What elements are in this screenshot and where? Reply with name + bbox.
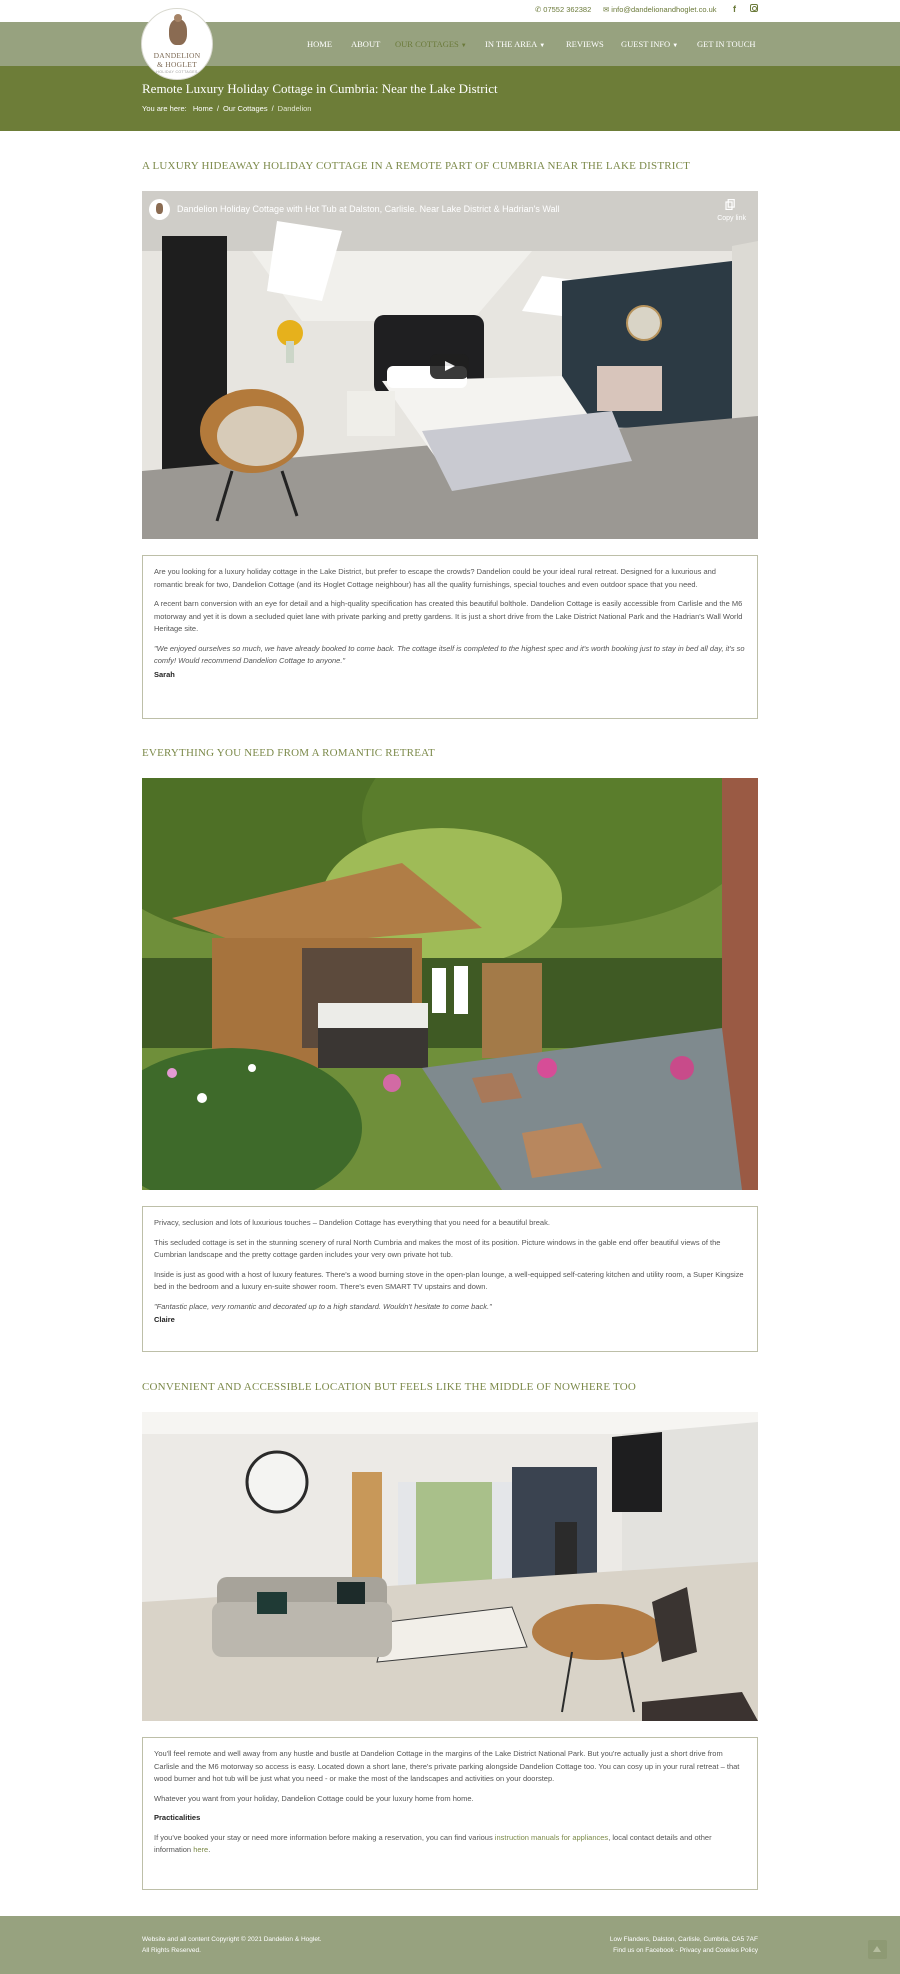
- footer-facebook-link[interactable]: Find us on Facebook: [613, 1947, 674, 1954]
- nav-get-in-touch[interactable]: GET IN TOUCH: [697, 39, 756, 49]
- top-contact-bar: [0, 0, 900, 22]
- review-quote: "We enjoyed ourselves so much, we have already booked to come back. The cottage itself is completed to the highest spec and it's worth booking just to stay in bed all day, it's so comfy! Would recommend Dandelion Cottage to anyone.": [154, 643, 745, 665]
- review-quote: "Fantastic place, very romantic and decorated up to a high standard. Wouldn't hesitate to come back.": [154, 1301, 492, 1311]
- section-heading-romantic-retreat: EVERYTHING YOU NEED FROM A ROMANTIC RETREAT: [142, 747, 435, 759]
- video-title[interactable]: Dandelion Holiday Cottage with Hot Tub at Dalston, Carlisle. Near Lake District & Hadrian's Wall: [177, 204, 560, 214]
- chevron-down-icon: ▼: [539, 43, 546, 49]
- breadcrumb-our-cottages[interactable]: Our Cottages: [222, 104, 268, 113]
- intro-text-box: [142, 555, 758, 719]
- practicalities-heading: Practicalities: [154, 1813, 201, 1822]
- review-author: Claire: [154, 1315, 175, 1324]
- footer-links: [613, 1947, 758, 1954]
- back-to-top-icon[interactable]: [868, 1940, 887, 1959]
- footer-address: Low Flanders, Dalston, Carlisle, Cumbria, CA5 7AF: [609, 1936, 758, 1943]
- review-author: Sarah: [154, 669, 175, 679]
- section-heading-hideaway: A LUXURY HIDEAWAY HOLIDAY COTTAGE IN A REMOTE PART OF CUMBRIA NEAR THE LAKE DISTRICT: [142, 160, 691, 172]
- nav-guest-info[interactable]: [621, 39, 678, 49]
- instagram-icon[interactable]: [750, 4, 758, 14]
- breadcrumb-separator: /: [216, 104, 219, 113]
- nav-home[interactable]: HOME: [307, 39, 333, 49]
- breadcrumb-current: Dandelion: [277, 104, 312, 113]
- phone-link[interactable]: [535, 5, 591, 14]
- lounge-photo: [142, 1412, 758, 1721]
- retreat-paragraph-3: Inside is just as good with a host of luxury features. There's a wood burning stove in the open-plan lounge, a well-equipped self-catering kitchen and utility room, a Super Kingsize bed in the bedroom and a luxury en-suite shower room. There's even SMART TV upstairs and down.: [154, 1269, 744, 1291]
- site-logo[interactable]: [141, 8, 213, 80]
- footer-link-separator: -: [673, 1947, 680, 1954]
- location-text-box: [142, 1737, 758, 1890]
- phone-number: 07552 362382: [543, 5, 592, 14]
- nav-about[interactable]: ABOUT: [351, 39, 381, 49]
- nav-reviews[interactable]: REVIEWS: [566, 39, 604, 49]
- email-link[interactable]: [603, 5, 717, 14]
- main-navbar: [0, 22, 900, 66]
- intro-paragraph-1: Are you looking for a luxury holiday cottage in the Lake District, but prefer to escape the crowds? Dandelion could be your ideal rural retreat. Designed for a luxurious and romantic break for two, Dandelion Cottage (and its Hoglet Cottage neighbour) has all the quality furnishings, special touches and even outdoor space that you need.: [154, 567, 716, 589]
- footer-policy-link[interactable]: Privacy and Cookies Policy: [679, 1947, 758, 1954]
- hot-tub-garden-photo: [142, 778, 758, 1190]
- info-here-link[interactable]: here: [193, 1845, 209, 1854]
- location-paragraph-2: Whatever you want from your holiday, Dandelion Cottage could be your luxury home from home.: [154, 1793, 474, 1803]
- facebook-icon[interactable]: f: [733, 4, 736, 14]
- footer-copyright: Website and all content Copyright © 2021 Dandelion & Hoglet.: [142, 1936, 322, 1943]
- practicalities-text-end: .: [208, 1845, 211, 1854]
- nav-in-the-area[interactable]: [485, 39, 545, 49]
- page-title-banner: [0, 66, 900, 131]
- breadcrumb-prefix: You are here:: [142, 104, 187, 113]
- location-paragraph-1: You'll feel remote and well away from any hustle and bustle at Dandelion Cottage in the margins of the Lake District National Park. But you're actually just a short drive from Carlisle and the M6 motorway so access is easy. Located down a short lane, there's private parking alongside Dandelion Cottage too. You can cosy up in your rural retreat – that wood burner and hot tub will be just what you need - or make the most of the landscapes and activities on your doorstep.: [154, 1749, 740, 1783]
- hedgehog-logo-icon: [169, 19, 187, 45]
- copy-link-icon[interactable]: [725, 199, 735, 210]
- retreat-paragraph-1: Privacy, seclusion and lots of luxurious touches – Dandelion Cottage has everything that you need for a beautiful break.: [154, 1218, 550, 1227]
- instruction-manuals-link[interactable]: instruction manuals for appliances: [494, 1832, 609, 1842]
- retreat-paragraph-2: This secluded cottage is set in the stunning scenery of rural North Cumbria and makes the most of its position. Picture windows in the gable end offer beautiful views of the Cumbrian landscape and the pretty cottage garden includes your very own private hot tub.: [154, 1237, 721, 1259]
- video-player[interactable]: [142, 191, 758, 539]
- breadcrumb-home[interactable]: Home: [192, 104, 213, 113]
- envelope-icon: ✉: [603, 5, 610, 14]
- nav-in-the-area-label: IN THE AREA: [485, 39, 538, 49]
- practicalities-paragraph: [154, 1832, 746, 1857]
- breadcrumb: [142, 104, 311, 113]
- logo-line-2: & HOGLET: [156, 60, 198, 69]
- channel-avatar[interactable]: [149, 199, 170, 220]
- page-title: Remote Luxury Holiday Cottage in Cumbria: Near the Lake District: [142, 81, 498, 96]
- phone-icon: ✆: [535, 5, 542, 14]
- breadcrumb-separator: /: [271, 104, 274, 113]
- copy-link-label[interactable]: Copy link: [717, 215, 746, 222]
- lounge-interior-image: [142, 1412, 758, 1721]
- section-heading-location: CONVENIENT AND ACCESSIBLE LOCATION BUT FEELS LIKE THE MIDDLE OF NOWHERE TOO: [142, 1381, 637, 1393]
- chevron-down-icon: ▼: [460, 43, 467, 49]
- email-address: info@dandelionandhoglet.co.uk: [611, 5, 717, 14]
- site-footer: [0, 1916, 900, 1974]
- nav-our-cottages-label: OUR COTTAGES: [395, 39, 459, 49]
- practicalities-text-middle: , local contact details and other information: [154, 1832, 712, 1854]
- footer-rights: All Rights Reserved.: [142, 1947, 201, 1954]
- retreat-text-box: [142, 1206, 758, 1352]
- logo-tagline: HOLIDAY COTTAGES: [156, 70, 198, 74]
- nav-our-cottages[interactable]: [395, 39, 467, 49]
- nav-guest-info-label: GUEST INFO: [621, 39, 671, 49]
- chevron-down-icon: ▼: [672, 43, 679, 49]
- intro-paragraph-2: A recent barn conversion with an eye for detail and a high-quality specification has created this beautiful bolthole. Dandelion Cottage is easily accessible from Carlisle and the M6 motorway and yet it is down a secluded quiet lane with private parking and pretty gardens. It is just a short drive from the Lake District National Park and the Hadrian's Wall World Heritage site.: [154, 599, 743, 633]
- garden-hot-tub-image: [142, 778, 758, 1190]
- play-button[interactable]: [430, 354, 469, 379]
- practicalities-text-start: If you've booked your stay or need more information before making a reservation, you can find various: [154, 1832, 495, 1842]
- logo-line-1: DANDELION: [153, 51, 201, 60]
